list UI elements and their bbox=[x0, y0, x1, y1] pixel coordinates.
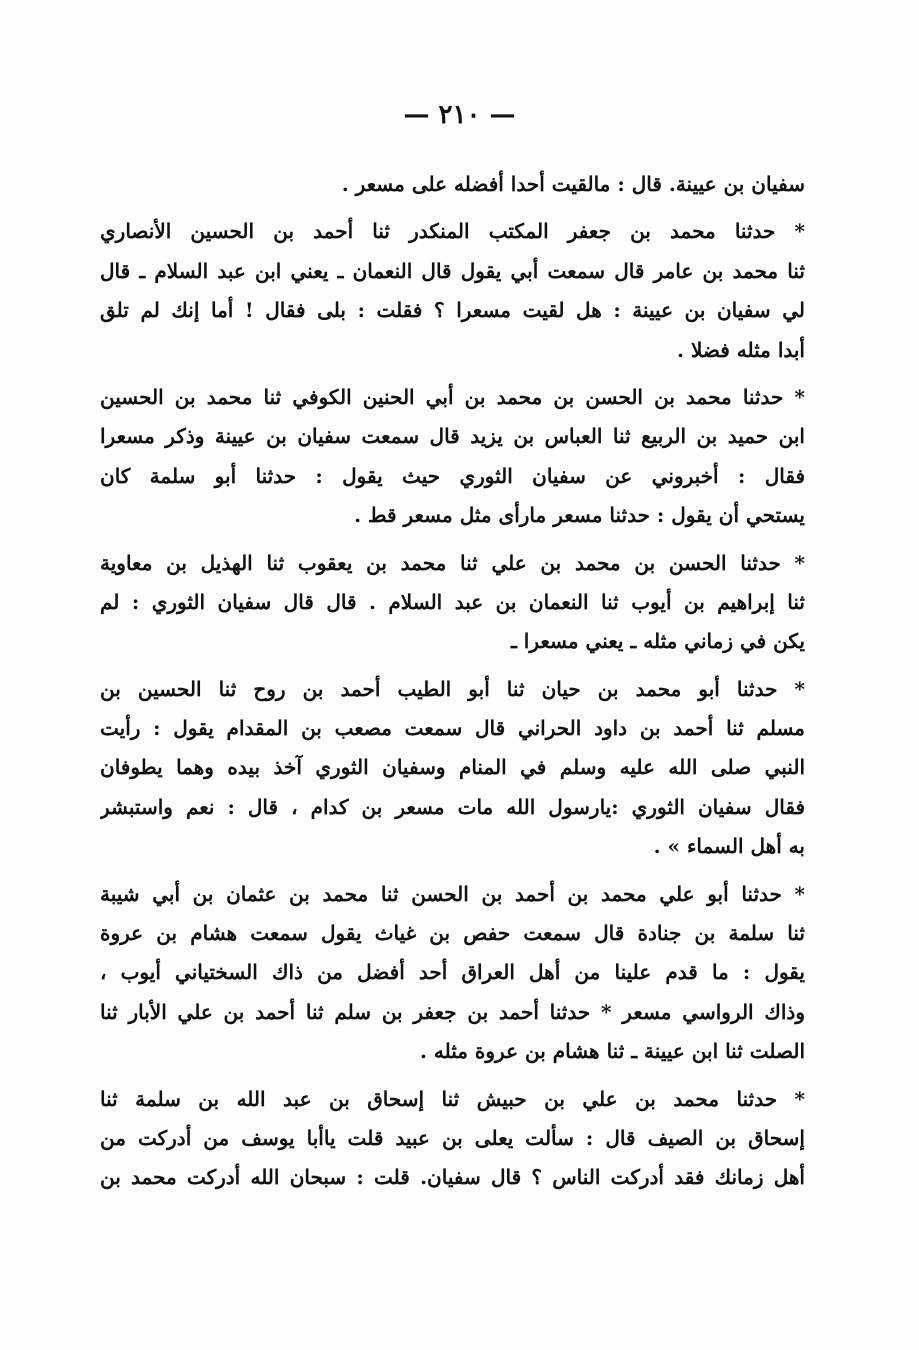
text-line: ثنا محمد بن عامر قال سمعت أبي يقول قال النعمان ـ يعني ابن عبد السلام ـ قال bbox=[100, 258, 805, 283]
text-line: * حدثنا محمد بن الحسن بن محمد بن أبي الحنين الكوفي ثنا محمد بن الحسين bbox=[100, 384, 805, 409]
paragraph bbox=[100, 212, 805, 370]
text-line: * حدثنا محمد بن جعفر المكتب المنكدر ثنا أحمد بن الحسين الأنصاري bbox=[100, 219, 805, 244]
text-line: * حدثنا الحسن بن محمد بن علي ثنا محمد بن يعقوب ثنا الهذيل بن معاوية bbox=[100, 550, 805, 575]
text-line: الصلت ثنا ابن عيينة ـ ثنا هشام بن عروة مثله . bbox=[419, 1039, 805, 1064]
paragraph bbox=[100, 1080, 805, 1198]
text-line: ثنا سلمة بن جنادة قال سمعت حفص بن غياث يقول سمعت هشام بن عروة bbox=[100, 921, 805, 946]
paragraph bbox=[100, 875, 805, 1072]
text-line: سفيان بن عيينة. قال : مالقيت أحدا أفضله على مسعر . bbox=[341, 172, 805, 196]
text-line: * حدثنا أبو علي محمد بن أحمد بن الحسن ثنا محمد بن عثمان بن أبي شيبة bbox=[100, 881, 805, 906]
page-number: — ٢١٠ — bbox=[403, 100, 516, 130]
text-line: يستحي أن يقول : حدثنا مسعر مارأى مثل مسعر قط . bbox=[354, 503, 805, 528]
text-line: أهل زمانك فقد أدركت الناس ؟ قال سفيان. قلت : سبحان الله أدركت محمد بن bbox=[100, 1165, 805, 1190]
text-line: إسحاق بن الصيف قال : سألت يعلى بن عبيد قلت ياأبا يوسف من أدركت من bbox=[100, 1125, 805, 1150]
text-line: لي سفيان بن عيينة : هل لقيت مسعرا ؟ فقلت : بلى فقال ! أما إنك لم تلق bbox=[100, 298, 805, 323]
text-line: به أهل السماء » . bbox=[653, 834, 805, 859]
text-line: * حدثنا أبو محمد بن حيان ثنا أبو الطيب أحمد بن روح ثنا الحسين بن bbox=[100, 676, 805, 701]
paragraph bbox=[100, 544, 805, 662]
text-line: ثنا إبراهيم بن أيوب ثنا النعمان بن عبد السلام . قال قال سفيان الثوري : لم bbox=[100, 589, 805, 614]
text-line: وذاك الرواسي مسعر * حدثنا أحمد بن جعفر بن سلم ثنا أحمد بن علي الأبار ثنا bbox=[100, 999, 805, 1024]
text-line: مسلم ثنا أحمد بن داود الحراني قال سمعت مصعب بن المقدام يقول : رأيت bbox=[100, 716, 805, 741]
text-line: فقال : أخبروني عن سفيان الثوري حيث يقول : حدثنا أبو سلمة كان bbox=[100, 463, 805, 488]
text-line: يكن في زماني مثله ـ يعني مسعرا ـ bbox=[510, 629, 805, 654]
text-line: يقول : ما قدم علينا من أهل العراق أحد أفضل من ذاك السختياني أيوب ، bbox=[100, 960, 805, 985]
paragraph bbox=[100, 378, 805, 536]
text-line: النبي صلى الله عليه وسلم في المنام وسفيان الثوري آخذ بيده وهما يطوفان bbox=[100, 755, 805, 780]
paragraph bbox=[100, 670, 805, 867]
text-line: أبدا مثله فضلا . bbox=[677, 337, 805, 362]
page-body bbox=[100, 165, 805, 1206]
paragraph bbox=[100, 165, 805, 204]
text-line: فقال سفيان الثوري :يارسول الله مات مسعر بن كدام ، قال : نعم واستبشر bbox=[100, 794, 805, 819]
text-line: * حدثنا محمد بن علي بن حبيش ثنا إسحاق بن عبد الله بن سلمة ثنا bbox=[100, 1086, 805, 1111]
text-line: ابن حميد بن الربيع ثنا العباس بن يزيد قال سمعت سفيان بن عيينة وذكر مسعرا bbox=[100, 424, 805, 449]
